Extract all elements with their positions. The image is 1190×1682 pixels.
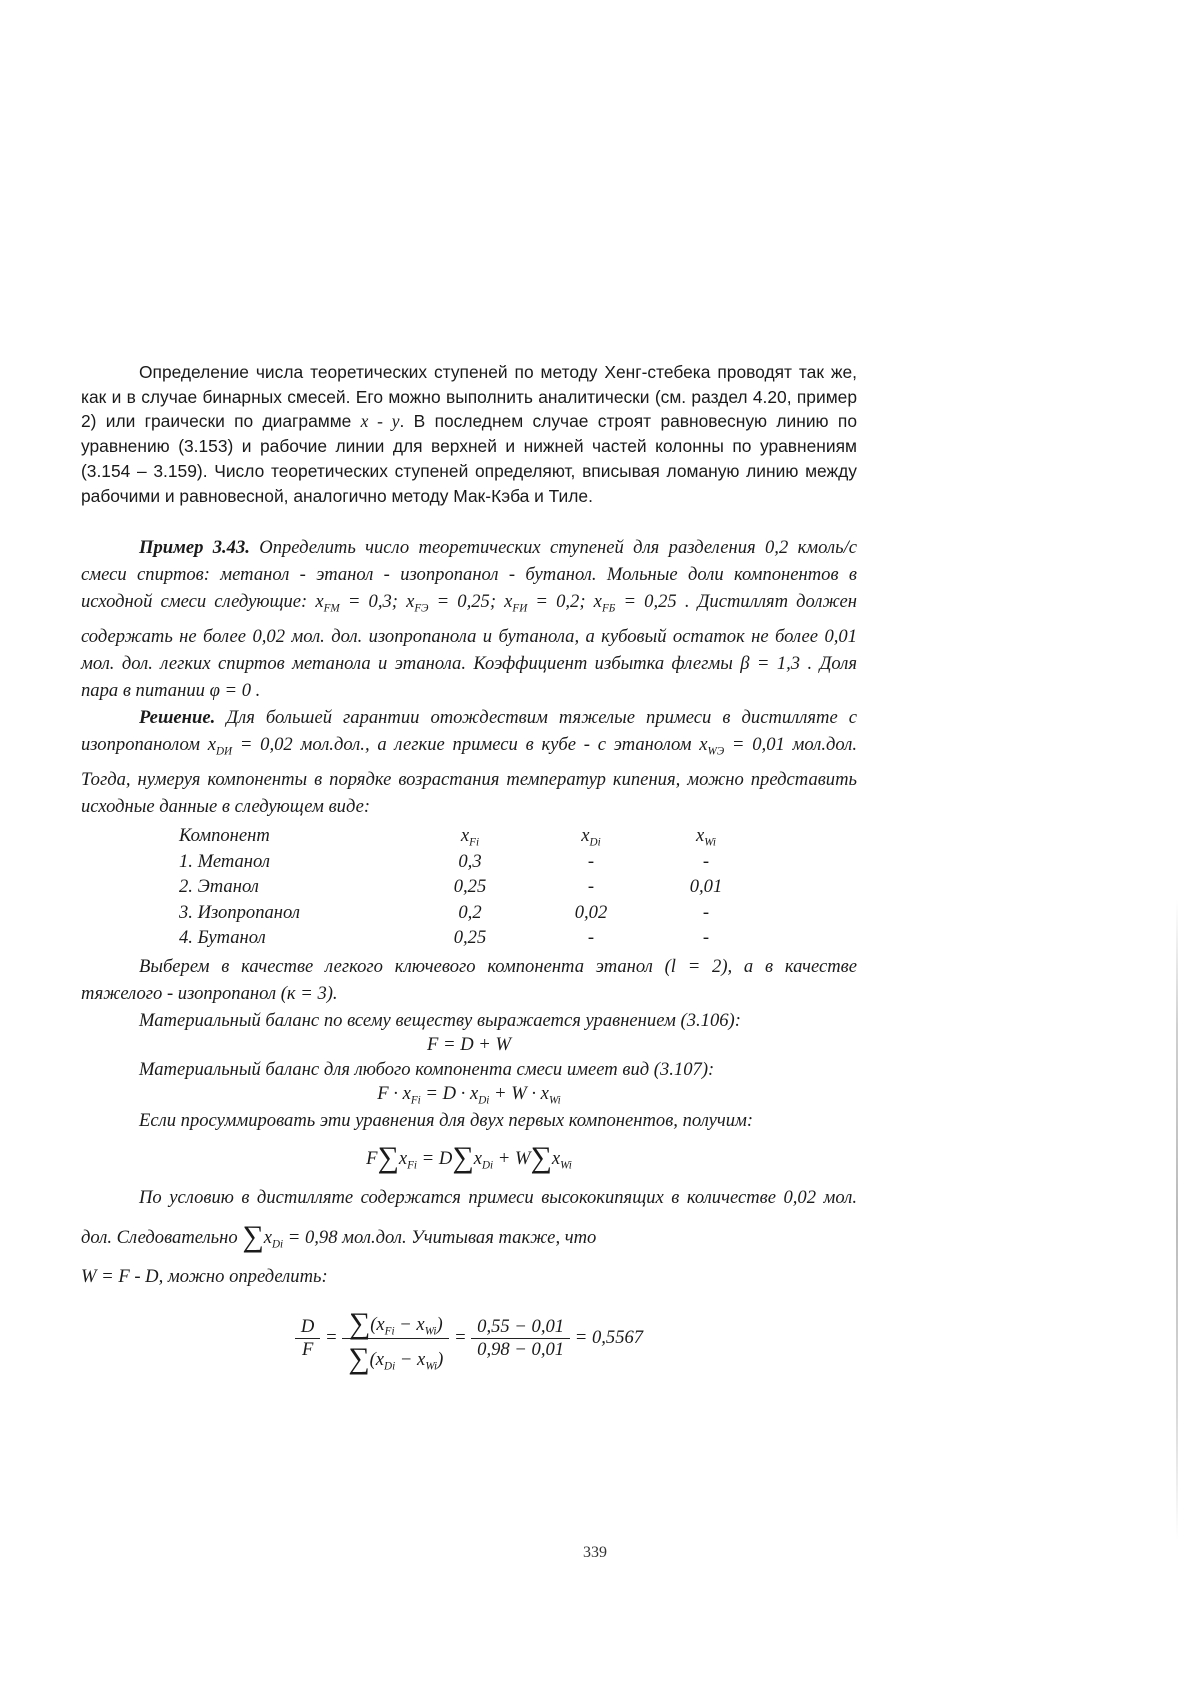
- sub-di: DИ: [215, 745, 233, 758]
- equation-ratio: $\frac{D}{F}$ = $\frac{\sum(x_{Fi} - x_{Wi})}{\sum(x_{Di} - x_{Wi})}$ = $\frac{0,55 - 0,01}{0,98 - 0,01}$ = 0,5567: [81, 1304, 857, 1373]
- table-row: [179, 926, 751, 952]
- components-table: [179, 824, 751, 952]
- table-header: $x_{Di}$: [581, 824, 601, 849]
- intro-paragraph: [81, 360, 857, 508]
- table-cell: 0,3: [458, 850, 482, 872]
- component-balance-paragraph: Материальный баланс для любого компонента смеси имеет вид (3.107):: [139, 1059, 715, 1081]
- table-cell: -: [587, 927, 595, 949]
- table-header: $x_{Wi}$: [695, 824, 717, 849]
- table-row: [179, 900, 751, 926]
- intro-text-1: Определение числа теоретических ступеней по методу Хенг-стебека проводят так же, как и в случае бинарных смесей. Его можно выполнить аналитически (см. раздел 4.20, пример 2) или граически по диаграмме: [81, 362, 857, 432]
- condition-paragraph-end: W = F - D, можно определить:: [81, 1265, 328, 1287]
- sigma-icon: ∑: [530, 1140, 552, 1174]
- solution-paragraph: [81, 704, 857, 820]
- sigma-icon: ∑: [242, 1219, 264, 1253]
- example-label: Пример 3.43.: [139, 537, 250, 559]
- sigma-icon: ∑: [348, 1341, 370, 1375]
- fraction-d-f: $\frac{D}{F}$: [295, 1316, 320, 1361]
- sigma-icon: ∑: [452, 1140, 474, 1174]
- table-cell: 0,02: [574, 901, 608, 923]
- equation-sum: $F\sum x_{Fi} = D\sum x_{Di} + W\sum x_{Wi}$: [366, 1140, 572, 1174]
- page-number: 339: [583, 1544, 607, 1561]
- example-v2: = 0,25; x: [428, 591, 513, 613]
- table-cell: -: [702, 850, 710, 872]
- table-cell: 4. Бутанол: [179, 927, 266, 949]
- balance-paragraph: Материальный баланс по всему веществу выражается уравнением (3.106):: [139, 1010, 741, 1032]
- table-cell: 0,25: [453, 876, 487, 898]
- example-text: Определить число теоретических ступеней для разделения 0,2 кмоль/с смеси спиртов: метанол - этанол - изопропанол - бутанол. Мольные доли компонентов в исходной смеси следующие: x: [81, 537, 857, 613]
- example-v3: = 0,2; x: [527, 591, 602, 613]
- sub-fe: FЭ: [414, 602, 429, 615]
- solution-label: Решение.: [139, 706, 216, 728]
- sub-fm: FM: [323, 602, 340, 615]
- table-row: [179, 875, 751, 901]
- table-cell: 2. Этанол: [179, 876, 259, 898]
- scan-edge-artifact: [1176, 900, 1178, 1540]
- table-cell: 0,01: [689, 876, 723, 898]
- table-header: Компонент: [179, 825, 270, 847]
- intro-math-xy: x - y: [360, 411, 400, 432]
- sigma-icon: ∑: [348, 1306, 371, 1340]
- table-cell: -: [702, 927, 710, 949]
- fraction-numeric: $\frac{0,55 - 0,01}{0,98 - 0,01}$: [471, 1316, 570, 1361]
- solution-t2: = 0,02 мол.дол., а легкие примеси в кубе - с этанолом x: [232, 733, 708, 755]
- fraction-sums: $\frac{\sum(x_{Fi} - x_{Wi})}{\sum(x_{Di} - x_{Wi})}$: [342, 1304, 449, 1373]
- sigma-icon: ∑: [377, 1140, 399, 1174]
- table-header: $x_{Fi}$: [460, 824, 480, 849]
- table-cell: -: [702, 901, 710, 923]
- table-cell: -: [587, 850, 595, 872]
- equation-component-balance: $F \cdot x_{Fi} = D \cdot x_{Di} + W \cdot x_{Wi}$: [377, 1083, 561, 1107]
- table-row: [179, 849, 751, 875]
- sub-fb: FБ: [601, 602, 616, 615]
- table-cell: 0,2: [458, 901, 482, 923]
- sum-paragraph: Если просуммировать эти уравнения для двух первых компонентов, получим:: [139, 1109, 754, 1131]
- table-cell: 1. Метанол: [179, 850, 270, 872]
- table-cell: -: [587, 876, 595, 898]
- sub-we: WЭ: [707, 745, 725, 758]
- example-v1: = 0,3; x: [339, 591, 415, 613]
- table-header-row: [179, 824, 751, 850]
- equation-total-balance: F = D + W: [427, 1034, 511, 1056]
- solution-t3: = 0,01 мол.дол. Тогда, нумеруя компоненты в порядке возрастания температур кипения, можно представить исходные данные в следующем виде:: [81, 733, 858, 817]
- example-v4: = 0,25 . Дистиллят должен содержать не более 0,02 мол. дол. изопропанола и бутанола, а кубовый остаток не более 0,01 мол. дол. легких спиртов метанола и этанола. Коэффициент избытка флегмы β = 1,3 . Доля пара в питании φ = 0 .: [81, 591, 857, 701]
- table-cell: 3. Изопропанол: [179, 901, 300, 923]
- keys-paragraph: Выберем в качестве легкого ключевого компонента этанол (l = 2), а в качестве тяжелого - изопропанол (к = 3).: [81, 956, 857, 1005]
- example-paragraph: [81, 534, 857, 704]
- page-content: [81, 360, 857, 1373]
- sub-fi: FИ: [512, 602, 528, 615]
- ratio-result: = 0,5567: [574, 1326, 644, 1348]
- condition-paragraph: По условию в дистилляте содержатся примеси высококипящих в количестве 0,02 мол. дол. Следовательно $\sum x_{Di} = 0,98$ мол.дол. Учитывая также, что: [81, 1186, 857, 1253]
- table-cell: 0,25: [453, 927, 487, 949]
- solution-t1: Для большей гарантии отождествим тяжелые примеси в дистилляте с изопропанолом x: [81, 706, 857, 755]
- intro-text-2: . В последнем случае строят равновесную линию по уравнению (3.153) и рабочие линии для верхней и нижней частей колонны по уравнениям (3.154 – 3.159). Число теоретических ступеней определяют, вписывая ломаную линию между рабочими и равновесной, аналогично методу Мак-Кэба и Тиле.: [81, 411, 857, 506]
